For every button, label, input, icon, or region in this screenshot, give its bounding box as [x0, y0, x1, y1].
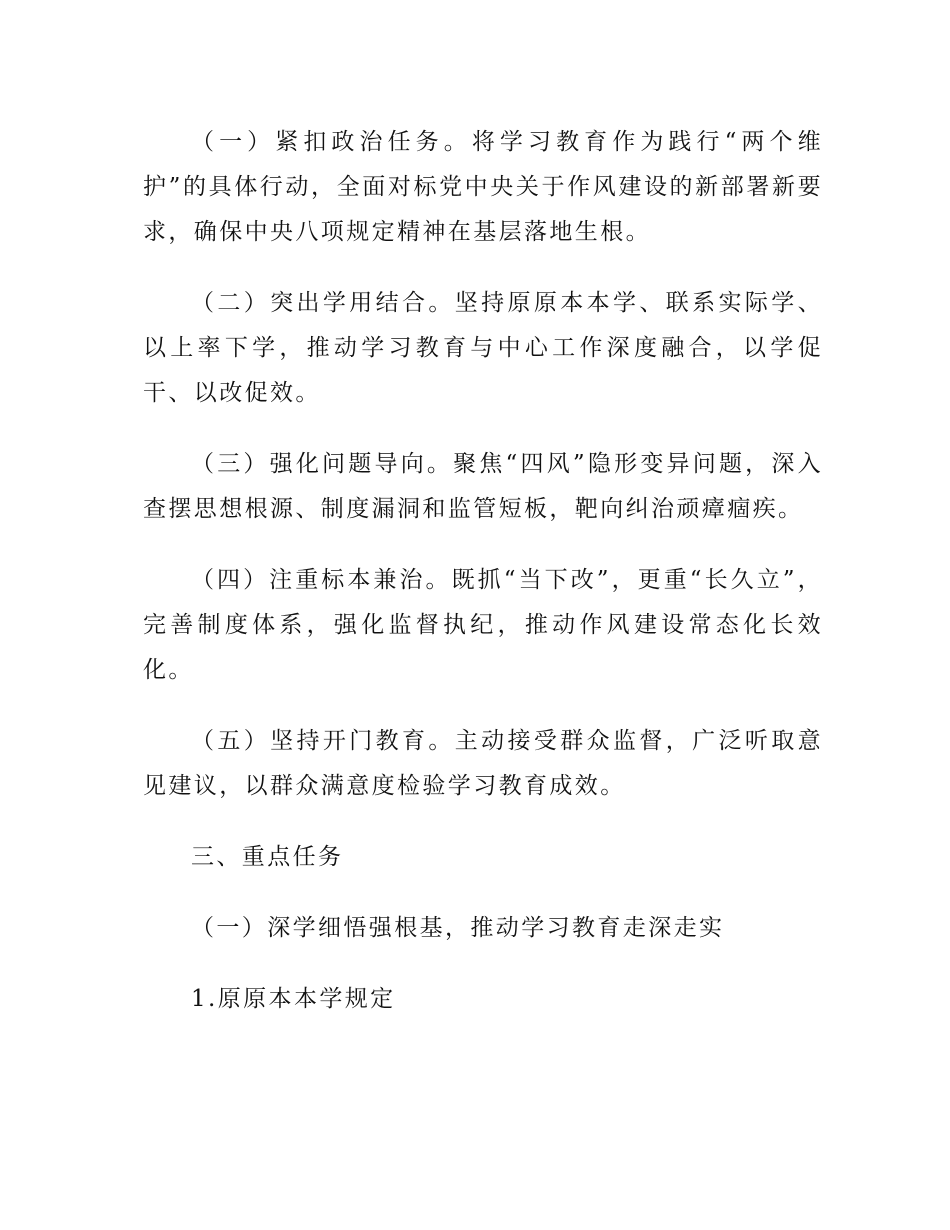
- paragraph-root-causes: （四）注重标本兼治。既抓“当下改”，更重“长久立”，完善制度体系，强化监督执纪，推动作风建设常态化长效化。: [143, 567, 823, 683]
- section-heading: 三、重点任务: [191, 844, 344, 870]
- subsection-heading: （一）深学细悟强根基，推动学习教育走深走实: [191, 915, 725, 941]
- item-heading: 1.原原本本学规定: [191, 986, 396, 1012]
- paragraph-open-education: （五）坚持开门教育。主动接受群众监督，广泛听取意见建议，以群众满意度检验学习教育成效。: [143, 728, 823, 799]
- paragraph-study-application: （二）突出学用结合。坚持原原本本学、联系实际学、以上率下学，推动学习教育与中心工作深度融合，以学促干、以改促效。: [143, 290, 823, 406]
- paragraph-problem-orientation: （三）强化问题导向。聚焦“四风”隐形变异问题，深入查摆思想根源、制度漏洞和监管短板，靶向纠治顽瘴痼疾。: [143, 451, 823, 522]
- document-body: [143, 120, 823, 1048]
- paragraph-political-task: （一）紧扣政治任务。将学习教育作为践行“两个维护”的具体行动，全面对标党中央关于作风建设的新部署新要求，确保中央八项规定精神在基层落地生根。: [143, 129, 823, 245]
